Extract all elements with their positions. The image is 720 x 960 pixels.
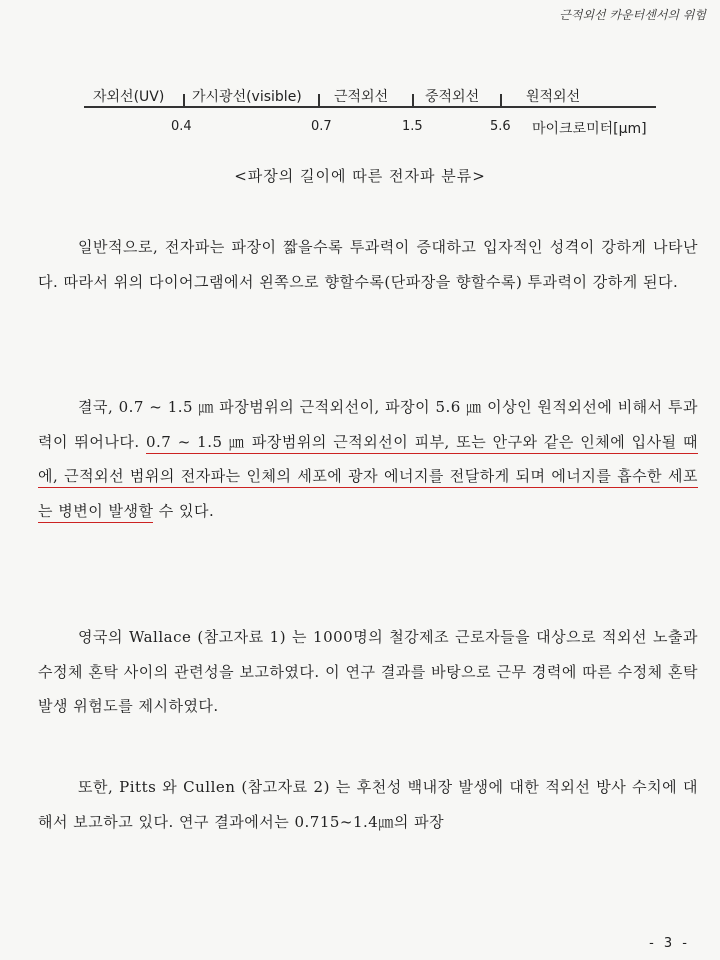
spectrum-axis-line — [84, 106, 656, 108]
paragraph-2-text: 결국, 0.7 ~ 1.5 ㎛ 파장범위의 근적외선이, 파장이 5.6 ㎛ 이상인 원적외선에 비해서 투과력이 뛰어나다. — [38, 398, 698, 451]
tick-label: 1.5 — [402, 119, 423, 134]
paragraph-2-tail: 수 있다. — [153, 501, 215, 520]
paragraph-1-text: 일반적으로, 전자파는 파장이 짧을수록 투과력이 증대하고 입자적인 성격이 강하게 나타난다. 따라서 위의 다이어그램에서 왼쪽으로 향할수록(단파장을 향할수록) 투과력이 강하게 된다. — [38, 238, 698, 291]
tick-label: 5.6 — [490, 119, 511, 134]
tick-mark — [500, 94, 502, 107]
paragraph-1 — [38, 230, 698, 299]
page-number: - 3 - — [649, 936, 690, 951]
band-far-ir-label: 원적외선 — [526, 89, 581, 105]
paragraph-3 — [38, 620, 698, 724]
tick-label: 0.4 — [171, 119, 192, 134]
tick-mark — [412, 94, 414, 107]
paragraph-4-text: 또한, Pitts 와 Cullen (참고자료 2) 는 후천성 백내장 발생에 대한 적외선 방사 수치에 대해서 보고하고 있다. 연구 결과에서는 0.715~1.4㎛의 파장 — [38, 778, 698, 831]
paragraph-4 — [38, 770, 698, 839]
band-mid-ir-label: 중적외선 — [425, 89, 480, 105]
tick-mark — [318, 94, 320, 107]
figure-caption: <파장의 길이에 따른 전자파 분류> — [234, 167, 486, 185]
paragraph-2 — [38, 390, 698, 528]
highlighted-sentence: 0.7 ~ 1.5 ㎛ 파장범위의 근적외선이 피부, 또는 안구와 같은 인체에 입사될 때에, 근적외선 범위의 전자파는 인체의 세포에 광자 에너지를 전달하게 되며 에너지를 흡수한 세포는 병변이 발생할 — [38, 433, 698, 523]
tick-label: 0.7 — [311, 119, 332, 134]
spectrum-diagram — [0, 0, 720, 150]
header-title: 근적외선 카운터센서의 위험 — [559, 8, 706, 22]
paragraph-3-text: 영국의 Wallace (참고자료 1) 는 1000명의 철강제조 근로자들을 대상으로 적외선 노출과 수정체 혼탁 사이의 관련성을 보고하였다. 이 연구 결과를 바탕으로 근무 경력에 따른 수정체 혼탁 발생 위험도를 제시하였다. — [38, 628, 698, 715]
band-near-ir-label: 근적외선 — [334, 89, 389, 105]
unit-label: 마이크로미터[μm] — [532, 121, 647, 137]
band-visible-label: 가시광선(visible) — [192, 89, 302, 105]
tick-mark — [183, 94, 185, 107]
band-uv-label: 자외선(UV) — [93, 89, 165, 105]
